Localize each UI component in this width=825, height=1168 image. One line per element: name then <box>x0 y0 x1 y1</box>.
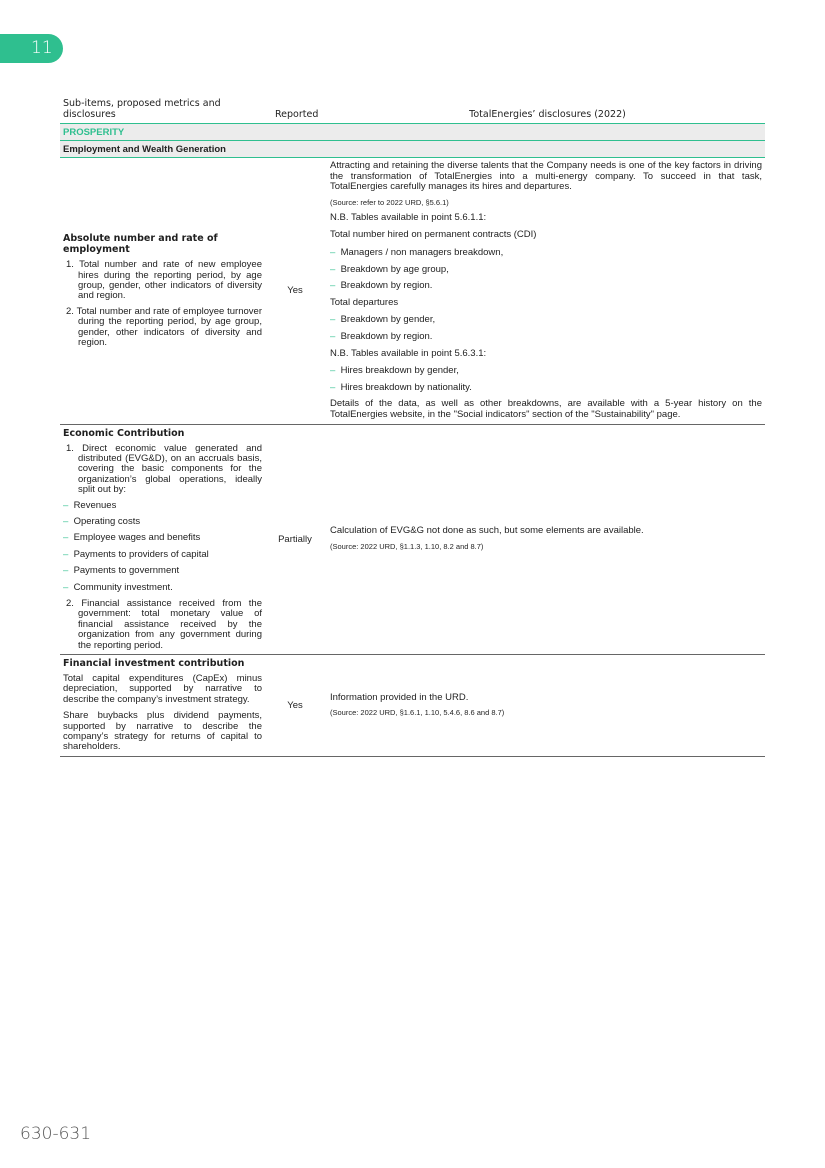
list-item: – Payments to providers of capital <box>63 548 209 560</box>
list-item: 2. Total number and rate of employee turnover during the reporting period, by age group, gender, other indicators of diversity and region. <box>66 305 262 348</box>
list-item: – Breakdown by gender, <box>330 314 436 326</box>
row-metric-cell <box>60 425 265 655</box>
disclosure-table <box>60 97 765 757</box>
table-header <box>60 97 765 124</box>
dash-bullet: – <box>330 263 341 275</box>
list-item: – Breakdown by age group, <box>330 263 449 275</box>
dash-bullet: – <box>63 499 74 511</box>
row-title: Financial investment contribution <box>63 658 245 669</box>
reported-value: Partially <box>278 533 312 545</box>
disclosure-source: (Source: refer to 2022 URD, §5.6.1) <box>330 197 449 207</box>
list-item: – Community investment. <box>63 581 173 593</box>
list-item: – Payments to government <box>63 565 180 577</box>
page-footer-range: 630-631 <box>20 1124 92 1144</box>
metric-paragraph: Total capital expenditures (CapEx) minus depreciation, supported by narrative to describe the company’s investment strategy. <box>63 673 262 705</box>
list-item: – Operating costs <box>63 515 141 527</box>
dash-bullet: – <box>63 565 74 577</box>
list-item: 1. Direct economic value generated and distributed (EVG&D), on an accruals basis, covering the basic components for the organization’s global operations, ideally split out by: <box>66 442 262 496</box>
disclosure-cell <box>325 425 765 655</box>
disclosure-note: N.B. Tables available in point 5.6.1.1: <box>330 211 487 223</box>
disclosure-intro: Attracting and retaining the diverse talents that the Company needs is one of the key factors in driving the transformation of TotalEnergies into a multi-energy company. To succeed in that task, TotalEnergies carefully manages its hires and departures. <box>330 160 762 193</box>
disclosure-heading: Total number hired on permanent contracts (CDI) <box>330 229 537 241</box>
table-row <box>60 158 765 425</box>
table-row <box>60 655 765 757</box>
row-metric-cell <box>60 158 265 424</box>
row-title: Absolute number and rate of employment <box>63 233 218 256</box>
reported-value: Yes <box>287 285 303 297</box>
list-item: – Revenues <box>63 499 117 511</box>
disclosure-cell <box>325 158 765 424</box>
disclosure-text: Information provided in the URD. <box>330 691 469 703</box>
dash-bullet: – <box>330 365 341 377</box>
row-title: Economic Contribution <box>63 427 185 439</box>
dash-bullet: – <box>330 246 341 258</box>
list-item: – Hires breakdown by gender, <box>330 365 459 377</box>
dash-bullet: – <box>330 381 341 393</box>
section-prosperity: PROSPERITY <box>60 124 765 141</box>
dash-bullet: – <box>330 280 341 292</box>
metric-paragraph: Share buybacks plus dividend payments, supported by narrative to describe the company’s strategy for returns of capital to shareholders. <box>63 710 262 753</box>
dash-bullet: – <box>63 581 74 593</box>
table-row <box>60 425 765 656</box>
header-sub-items: Sub-items, proposed metrics and disclosures <box>63 98 221 120</box>
list-item: 2. Financial assistance received from the government: total monetary value of financial assistance received by the organization from any government during the reporting period. <box>66 597 262 651</box>
disclosure-cell <box>325 655 765 756</box>
disclosure-heading: Total departures <box>330 296 399 308</box>
dash-bullet: – <box>63 532 74 544</box>
disclosure-note: N.B. Tables available in point 5.6.3.1: <box>330 347 487 359</box>
dash-bullet: – <box>330 314 341 326</box>
disclosure-details: Details of the data, as well as other breakdowns, are available with a 5-year history on the TotalEnergies website, in the "Social indicators" section of the "Sustainability" page. <box>330 398 762 420</box>
list-item: 1. Total number and rate of new employee hires during the reporting period, by age group, gender, other indicators of diversity and region. <box>66 259 262 302</box>
reported-value: Yes <box>287 699 303 711</box>
disclosure-source: (Source: 2022 URD, §1.1.3, 1.10, 8.2 and 8.7) <box>330 542 484 552</box>
subsection-employment: Employment and Wealth Generation <box>60 141 765 158</box>
dash-bullet: – <box>330 330 341 342</box>
dash-bullet: – <box>63 548 74 560</box>
list-item: – Hires breakdown by nationality. <box>330 381 472 393</box>
list-item: – Managers / non managers breakdown, <box>330 246 504 258</box>
header-reported: Reported <box>275 109 319 120</box>
list-item: – Breakdown by region. <box>330 280 433 292</box>
list-item: – Employee wages and benefits <box>63 532 201 544</box>
page-number-badge: 11 <box>0 34 63 63</box>
dash-bullet: – <box>63 515 74 527</box>
row-metric-cell <box>60 655 265 756</box>
list-item: – Breakdown by region. <box>330 330 433 342</box>
disclosure-source: (Source: 2022 URD, §1.6.1, 1.10, 5.4.6, 8.6 and 8.7) <box>330 708 505 718</box>
header-disclosures: TotalEnergies’ disclosures (2022) <box>469 109 626 120</box>
disclosure-text: Calculation of EVG&G not done as such, but some elements are available. <box>330 525 644 537</box>
